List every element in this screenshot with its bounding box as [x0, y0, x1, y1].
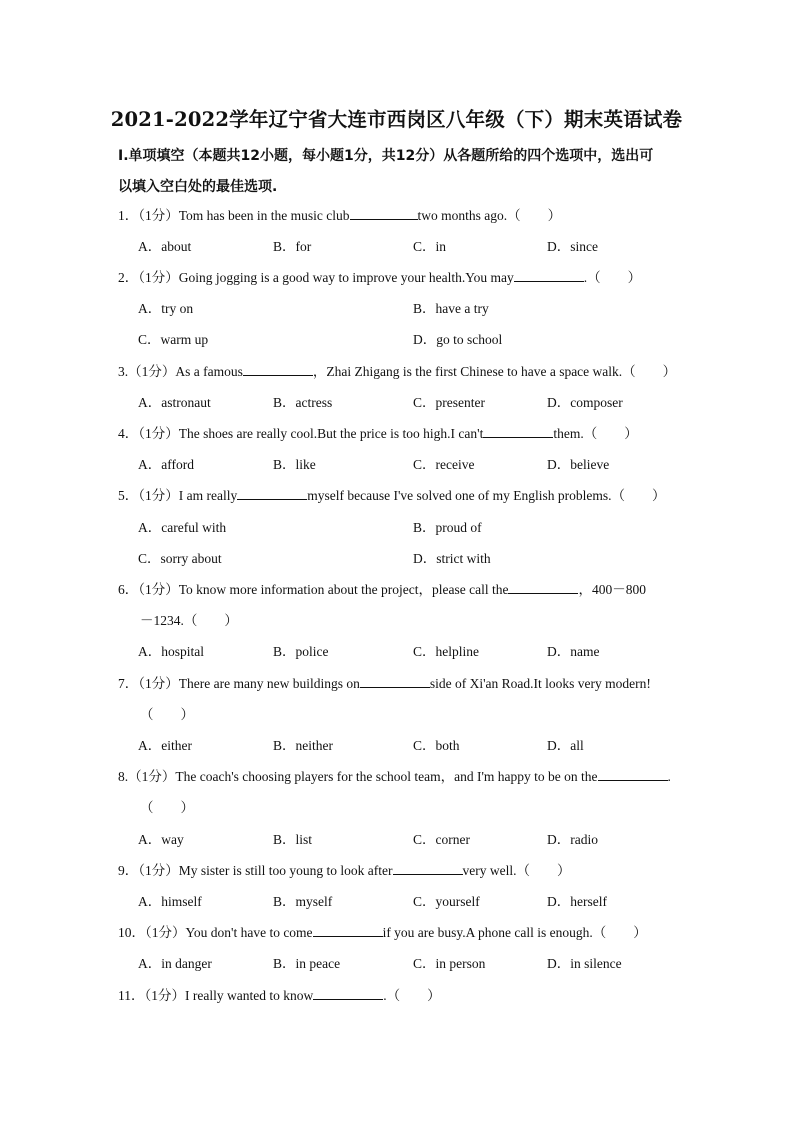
section-line-1: Ⅰ.单项填空（本题共12小题，每小题1分，共12分）从各题所给的四个选项中，选出可	[118, 148, 654, 164]
question-text: I am really	[178, 488, 238, 503]
question-text: As a famous	[175, 364, 243, 379]
exam-title: 2021-2022学年辽宁省大连市西岗区八年级（下）期末英语试卷	[110, 108, 683, 131]
question-11	[118, 980, 683, 1011]
option-c[interactable]: C．presenter	[413, 395, 485, 410]
option-d[interactable]: D．herself	[547, 894, 607, 909]
answer-blank[interactable]	[514, 268, 584, 282]
question-text: The coach's choosing players for the school team，and I'm happy to be on the	[175, 769, 598, 784]
question-5	[118, 480, 683, 511]
option-b[interactable]: B．for	[273, 239, 312, 254]
question-text-after: .	[667, 769, 671, 784]
question-8	[118, 761, 683, 823]
question-text: There are many new buildings on	[178, 676, 360, 691]
question-number: 11．（1分）	[118, 988, 185, 1003]
answer-blank[interactable]	[237, 486, 307, 500]
answer-blank[interactable]	[393, 861, 463, 875]
option-d[interactable]: D．go to school	[413, 332, 503, 347]
question-text: My sister is still too young to look after	[178, 863, 393, 878]
option-b[interactable]: B．like	[273, 457, 316, 472]
option-b[interactable]: B．myself	[273, 894, 333, 909]
option-d[interactable]: D．since	[547, 239, 598, 254]
option-a[interactable]: A．careful with	[138, 520, 227, 535]
question-text: The shoes are really cool.But the price is too high.I can't	[178, 426, 484, 441]
question-number: 3.（1分）	[118, 364, 176, 379]
question-number: 2．（1分）	[118, 270, 179, 285]
question-7	[118, 668, 683, 730]
option-a[interactable]: A．himself	[138, 894, 202, 909]
question-number: 6．（1分）	[118, 582, 179, 597]
option-a[interactable]: A．astronaut	[138, 395, 211, 410]
question-text: Going jogging is a good way to improve your health.You may	[178, 270, 514, 285]
answer-blank[interactable]	[313, 986, 383, 1000]
option-b[interactable]: B．actress	[273, 395, 333, 410]
question-number: 8.（1分）	[118, 769, 176, 784]
question-9	[118, 855, 683, 886]
option-a[interactable]: A．about	[138, 239, 192, 254]
option-d[interactable]: D．name	[547, 644, 600, 659]
answer-blank[interactable]	[313, 923, 383, 937]
option-d[interactable]: D．composer	[547, 395, 623, 410]
answer-blank[interactable]	[243, 362, 313, 376]
question-text-after: .（ ）	[583, 270, 642, 285]
question-6	[118, 574, 683, 636]
question-3	[118, 356, 683, 387]
option-d[interactable]: D．strict with	[413, 551, 491, 566]
question-number: 9．（1分）	[118, 863, 179, 878]
question-number: 4．（1分）	[118, 426, 179, 441]
question-text-after: ，Zhai Zhigang is the first Chinese to have a space walk.（ ）	[312, 364, 677, 379]
answer-blank[interactable]	[508, 580, 578, 594]
option-c[interactable]: C．in	[413, 239, 447, 254]
question-text: You don't have to come	[185, 925, 313, 940]
question-text-after: two months ago.（ ）	[417, 208, 562, 223]
section-line-2: 以填入空白处的最佳选项.	[118, 179, 278, 195]
answer-blank[interactable]	[598, 767, 668, 781]
option-c[interactable]: C．yourself	[413, 894, 480, 909]
option-a[interactable]: A．afford	[138, 457, 194, 472]
question-text-after: myself because I've solved one of my English problems.（ ）	[307, 488, 666, 503]
answer-blank[interactable]	[483, 424, 553, 438]
question-text: Tom has been in the music club	[178, 208, 350, 223]
question-number: 10．（1分）	[118, 925, 186, 940]
option-b[interactable]: B．police	[273, 644, 329, 659]
option-b[interactable]: B．have a try	[413, 301, 489, 316]
question-continuation: （ ）	[140, 707, 194, 722]
section-instructions	[118, 141, 678, 203]
question-text-after: .（ ）	[383, 988, 441, 1003]
option-c[interactable]: C．helpline	[413, 644, 479, 659]
option-c[interactable]: C．corner	[413, 832, 470, 847]
question-text-after: if you are busy.A phone call is enough.（ ）	[382, 925, 647, 940]
option-d[interactable]: D．believe	[547, 457, 610, 472]
option-b[interactable]: B．list	[273, 832, 313, 847]
option-b[interactable]: B．in peace	[273, 956, 341, 971]
question-text-after: ，400－800	[578, 582, 646, 597]
question-text-after: them.（ ）	[553, 426, 638, 441]
option-c[interactable]: C．warm up	[138, 332, 209, 347]
option-c[interactable]: C．receive	[413, 457, 475, 472]
answer-blank[interactable]	[350, 206, 418, 220]
question-text-after: side of Xi'an Road.It looks very modern!	[429, 676, 651, 691]
option-c[interactable]: C．both	[413, 738, 460, 753]
question-10	[118, 917, 683, 948]
question-continuation: （ ）	[140, 800, 194, 815]
question-text-after: very well.（ ）	[462, 863, 571, 878]
option-d[interactable]: D．all	[547, 738, 584, 753]
option-a[interactable]: A．try on	[138, 301, 194, 316]
question-number: 1．（1分）	[118, 208, 179, 223]
option-c[interactable]: C．sorry about	[138, 551, 222, 566]
option-a[interactable]: A．way	[138, 832, 184, 847]
question-4	[118, 418, 683, 449]
option-c[interactable]: C．in person	[413, 956, 486, 971]
option-d[interactable]: D．in silence	[547, 956, 622, 971]
option-a[interactable]: A．in danger	[138, 956, 212, 971]
question-continuation: －1234.（ ）	[140, 613, 238, 628]
answer-blank[interactable]	[360, 674, 430, 688]
option-b[interactable]: B．proud of	[413, 520, 482, 535]
option-b[interactable]: B．neither	[273, 738, 333, 753]
question-number: 5．（1分）	[118, 488, 179, 503]
question-text: To know more information about the project，please call the	[178, 582, 509, 597]
option-a[interactable]: A．either	[138, 738, 192, 753]
option-d[interactable]: D．radio	[547, 832, 598, 847]
question-1	[118, 200, 683, 231]
question-2	[118, 262, 683, 293]
question-number: 7．（1分）	[118, 676, 179, 691]
option-a[interactable]: A．hospital	[138, 644, 204, 659]
question-text: I really wanted to know	[185, 988, 314, 1003]
